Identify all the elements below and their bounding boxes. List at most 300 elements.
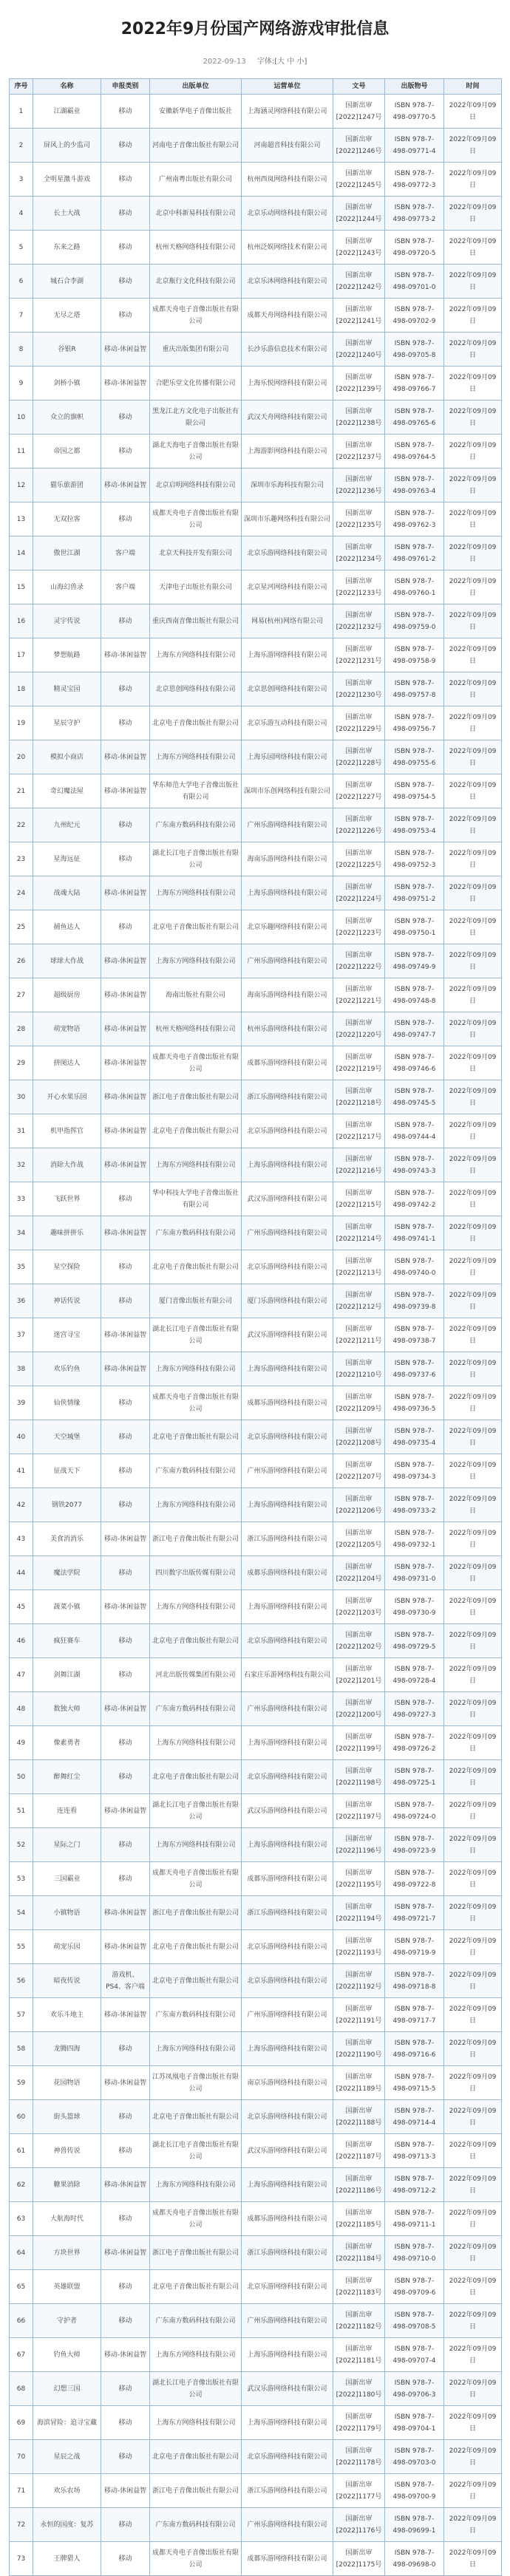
table-row	[10, 2338, 502, 2372]
isbn-cell: ISBN 978-7-498-09715-5	[385, 2066, 444, 2100]
operator-cell: 上海涵灵网络科技有限公司	[242, 95, 333, 129]
approval-date-cell: 2022年09月09日	[444, 910, 502, 944]
publisher-cell: 成都天舟电子音像出版社有限公司	[150, 502, 242, 536]
approval-date-cell: 2022年09月09日	[444, 1012, 502, 1046]
category-cell: 移动	[101, 2270, 150, 2304]
approval-date-cell: 2022年09月09日	[444, 978, 502, 1012]
header-cell: 运营单位	[242, 79, 333, 95]
table-row	[10, 2440, 502, 2474]
table-row	[10, 604, 502, 638]
approval-number-cell: 国新出审[2022]1213号	[333, 1250, 385, 1284]
game-name-cell: 海滨冒险：追寻宝藏	[33, 2406, 101, 2440]
publisher-cell: 湖北长江电子音像出版社有限公司	[150, 2372, 242, 2406]
category-cell: 移动-休闲益智	[101, 978, 150, 1012]
operator-cell: 上海乐游网络科技有限公司	[242, 876, 333, 910]
isbn-cell: ISBN 978-7-498-09749-9	[385, 944, 444, 978]
publisher-cell: 北京电子音像出版社有限公司	[150, 1930, 242, 1964]
isbn-cell: ISBN 978-7-498-09722-8	[385, 1862, 444, 1896]
publisher-cell: 湖北长江电子音像出版社有限公司	[150, 1318, 242, 1352]
approval-date-cell: 2022年09月09日	[444, 2168, 502, 2202]
publisher-cell: 上海东方网络科技有限公司	[150, 1828, 242, 1862]
approval-date-cell: 2022年09月09日	[444, 1624, 502, 1658]
approval-date-cell: 2022年09月09日	[444, 1318, 502, 1352]
approval-date-cell: 2022年09月09日	[444, 2202, 502, 2236]
row-index-cell: 40	[10, 1420, 33, 1454]
isbn-cell: ISBN 978-7-498-09726-2	[385, 1726, 444, 1760]
isbn-cell: ISBN 978-7-498-09752-3	[385, 842, 444, 876]
approval-date-cell: 2022年09月09日	[444, 367, 502, 401]
approval-date-cell: 2022年09月09日	[444, 401, 502, 435]
row-index-cell: 11	[10, 435, 33, 468]
publisher-cell: 杭州天格网络科技有限公司	[150, 1012, 242, 1046]
approval-number-cell: 国新出审[2022]1203号	[333, 1590, 385, 1624]
operator-cell: 海南乐游网络科技有限公司	[242, 842, 333, 876]
game-name-cell: 星辰守护	[33, 706, 101, 740]
publisher-cell: 四川数字出版传媒有限公司	[150, 1556, 242, 1590]
category-cell: 移动-休闲益智	[101, 740, 150, 774]
approval-number-cell: 国新出审[2022]1201号	[333, 1658, 385, 1692]
row-index-cell: 9	[10, 367, 33, 401]
operator-cell: 上海乐游网络科技有限公司	[242, 1352, 333, 1386]
approval-number-cell: 国新出审[2022]1194号	[333, 1896, 385, 1930]
category-cell: 移动	[101, 1624, 150, 1658]
isbn-cell: ISBN 978-7-498-09738-7	[385, 1318, 444, 1352]
approval-number-cell: 国新出审[2022]1223号	[333, 910, 385, 944]
category-cell: 移动-休闲益智	[101, 2168, 150, 2202]
operator-cell: 深圳市乐海科技有限公司	[242, 468, 333, 502]
approval-number-cell: 国新出审[2022]1189号	[333, 2066, 385, 2100]
approval-date-cell: 2022年09月09日	[444, 1726, 502, 1760]
game-name-cell: 蔬菜小镇	[33, 1590, 101, 1624]
row-index-cell: 59	[10, 2066, 33, 2100]
approval-number-cell: 国新出审[2022]1178号	[333, 2440, 385, 2474]
game-name-cell: 神话传说	[33, 1284, 101, 1318]
approval-number-cell: 国新出审[2022]1206号	[333, 1488, 385, 1522]
table-row	[10, 808, 502, 842]
category-cell: 移动	[101, 706, 150, 740]
approval-date-cell: 2022年09月09日	[444, 876, 502, 910]
publisher-cell: 北京电子音像出版社有限公司	[150, 1420, 242, 1454]
publisher-cell: 湖北长江电子音像出版社有限公司	[150, 1794, 242, 1828]
category-cell: 移动-休闲益智	[101, 638, 150, 672]
approval-date-cell: 2022年09月09日	[444, 1080, 502, 1114]
operator-cell: 武汉乐游网络科技有限公司	[242, 2134, 333, 2168]
operator-cell: 武汉乐游网络科技有限公司	[242, 2372, 333, 2406]
approval-number-cell: 国新出审[2022]1230号	[333, 672, 385, 706]
operator-cell: 北京乐游网络科技有限公司	[242, 1760, 333, 1794]
approval-date-cell: 2022年09月09日	[444, 1964, 502, 1998]
publisher-cell: 成都天舟电子音像出版社有限公司	[150, 2202, 242, 2236]
approval-date-cell: 2022年09月09日	[444, 2338, 502, 2372]
publisher-cell: 北京思创网络科技有限公司	[150, 672, 242, 706]
approval-number-cell: 国新出审[2022]1241号	[333, 299, 385, 333]
category-cell: 移动	[101, 163, 150, 197]
table-row	[10, 740, 502, 774]
approval-date-cell: 2022年09月09日	[444, 638, 502, 672]
operator-cell: 北京思创网络科技有限公司	[242, 672, 333, 706]
operator-cell: 成都天舟网络科技有限公司	[242, 299, 333, 333]
approval-number-cell: 国新出审[2022]1224号	[333, 876, 385, 910]
isbn-cell: ISBN 978-7-498-09719-9	[385, 1930, 444, 1964]
row-index-cell: 67	[10, 2338, 33, 2372]
table-row	[10, 231, 502, 265]
row-index-cell: 66	[10, 2304, 33, 2338]
game-name-cell: 拼图达人	[33, 1046, 101, 1080]
game-name-cell: 剑桥小镇	[33, 367, 101, 401]
approval-number-cell: 国新出审[2022]1233号	[333, 570, 385, 604]
approval-date-cell: 2022年09月09日	[444, 2406, 502, 2440]
operator-cell: 武汉乐游网络科技有限公司	[242, 1182, 333, 1216]
isbn-cell: ISBN 978-7-498-09718-8	[385, 1964, 444, 1998]
operator-cell: 北京乐游网络科技有限公司	[242, 2100, 333, 2134]
operator-cell: 武汉乐游网络科技有限公司	[242, 1318, 333, 1352]
row-index-cell: 32	[10, 1148, 33, 1182]
operator-cell: 海南乐游网络科技有限公司	[242, 978, 333, 1012]
category-cell: 移动	[101, 2100, 150, 2134]
game-name-cell: 萌宠乐园	[33, 1930, 101, 1964]
approval-number-cell: 国新出审[2022]1188号	[333, 2100, 385, 2134]
approval-number-cell: 国新出审[2022]1244号	[333, 197, 385, 231]
approval-number-cell: 国新出审[2022]1212号	[333, 1284, 385, 1318]
publisher-cell: 浙江电子音像出版社有限公司	[150, 2236, 242, 2270]
category-cell: 移动	[101, 1420, 150, 1454]
row-index-cell: 47	[10, 1658, 33, 1692]
isbn-cell: ISBN 978-7-498-09736-5	[385, 1386, 444, 1420]
row-index-cell: 1	[10, 95, 33, 129]
table-row	[10, 1454, 502, 1488]
isbn-cell: ISBN 978-7-498-09732-1	[385, 1522, 444, 1556]
game-name-cell: 像素勇者	[33, 1726, 101, 1760]
isbn-cell: ISBN 978-7-498-09708-5	[385, 2304, 444, 2338]
row-index-cell: 42	[10, 1488, 33, 1522]
publisher-cell: 湖北长江电子音像出版社有限公司	[150, 2134, 242, 2168]
table-row	[10, 1828, 502, 1862]
publisher-cell: 北京瓶行文化科技有限公司	[150, 265, 242, 299]
isbn-cell: ISBN 978-7-498-09755-6	[385, 740, 444, 774]
approval-date-cell: 2022年09月09日	[444, 1522, 502, 1556]
approval-number-cell: 国新出审[2022]1246号	[333, 129, 385, 163]
isbn-cell: ISBN 978-7-498-09770-5	[385, 95, 444, 129]
approval-date-cell: 2022年09月09日	[444, 2032, 502, 2066]
approval-date-cell: 2022年09月09日	[444, 2440, 502, 2474]
approval-date-cell: 2022年09月09日	[444, 129, 502, 163]
table-row	[10, 502, 502, 536]
category-cell: 移动-休闲益智	[101, 333, 150, 367]
table-row	[10, 2304, 502, 2338]
publisher-cell: 上海东方网络科技有限公司	[150, 2406, 242, 2440]
table-row	[10, 1726, 502, 1760]
operator-cell: 北京乐沐网络科技有限公司	[242, 265, 333, 299]
approval-date-cell: 2022年09月09日	[444, 1692, 502, 1726]
category-cell: 客户端	[101, 570, 150, 604]
isbn-cell: ISBN 978-7-498-09751-2	[385, 876, 444, 910]
category-cell: 移动	[101, 299, 150, 333]
operator-cell: 广州乐游网络科技有限公司	[242, 944, 333, 978]
game-name-cell: 九州纪元	[33, 808, 101, 842]
row-index-cell: 62	[10, 2168, 33, 2202]
category-cell: 移动	[101, 1658, 150, 1692]
approval-number-cell: 国新出审[2022]1182号	[333, 2304, 385, 2338]
row-index-cell: 58	[10, 2032, 33, 2066]
approval-date-cell: 2022年09月09日	[444, 1352, 502, 1386]
table-row	[10, 95, 502, 129]
publisher-cell: 浙江电子音像出版社有限公司	[150, 1522, 242, 1556]
table-row	[10, 706, 502, 740]
table-row	[10, 1794, 502, 1828]
approval-number-cell: 国新出审[2022]1239号	[333, 367, 385, 401]
table-row	[10, 333, 502, 367]
row-index-cell: 57	[10, 1998, 33, 2032]
operator-cell: 武汉乐游网络科技有限公司	[242, 1794, 333, 1828]
publisher-cell: 上海东方网络科技有限公司	[150, 876, 242, 910]
game-name-cell: 精灵宝园	[33, 672, 101, 706]
row-index-cell: 21	[10, 774, 33, 808]
row-index-cell: 3	[10, 163, 33, 197]
approval-date-cell: 2022年09月09日	[444, 706, 502, 740]
row-index-cell: 12	[10, 468, 33, 502]
operator-cell: 杭州泛娱网络技术有限公司	[242, 231, 333, 265]
row-index-cell: 24	[10, 876, 33, 910]
publisher-cell: 黑龙江北方文化电子出版社有限公司	[150, 401, 242, 435]
table-row	[10, 1692, 502, 1726]
category-cell: 移动-休闲益智	[101, 1114, 150, 1148]
game-name-cell: 花园物语	[33, 2066, 101, 2100]
game-name-cell: 谷银R	[33, 333, 101, 367]
approval-number-cell: 国新出审[2022]1176号	[333, 2508, 385, 2542]
operator-cell: 北京乐游网络科技有限公司	[242, 1250, 333, 1284]
approval-date-cell: 2022年09月09日	[444, 740, 502, 774]
approval-date-cell: 2022年09月09日	[444, 1454, 502, 1488]
table-row	[10, 1590, 502, 1624]
game-name-cell: 美食消消乐	[33, 1522, 101, 1556]
game-name-cell: 猫乐旅游团	[33, 468, 101, 502]
approval-number-cell: 国新出审[2022]1183号	[333, 2270, 385, 2304]
row-index-cell: 10	[10, 401, 33, 435]
approval-date-cell: 2022年09月09日	[444, 197, 502, 231]
game-name-cell: 萌宠物语	[33, 1012, 101, 1046]
table-row	[10, 1080, 502, 1114]
table-row	[10, 2236, 502, 2270]
table-row	[10, 197, 502, 231]
category-cell: 移动	[101, 231, 150, 265]
approval-number-cell: 国新出审[2022]1218号	[333, 1080, 385, 1114]
approval-date-cell: 2022年09月09日	[444, 1488, 502, 1522]
isbn-cell: ISBN 978-7-498-09741-1	[385, 1216, 444, 1250]
publisher-cell: 北京电子音像出版社有限公司	[150, 2270, 242, 2304]
approval-number-cell: 国新出审[2022]1215号	[333, 1182, 385, 1216]
approval-date-cell: 2022年09月09日	[444, 570, 502, 604]
game-name-cell: 星辰之战	[33, 2440, 101, 2474]
publisher-cell: 北京电子音像出版社有限公司	[150, 1760, 242, 1794]
table-row	[10, 299, 502, 333]
publisher-cell: 华中科技大学电子音像出版社有限公司	[150, 1182, 242, 1216]
publisher-cell: 上海东方网络科技有限公司	[150, 740, 242, 774]
game-name-cell: 机甲指挥官	[33, 1114, 101, 1148]
approval-number-cell: 国新出审[2022]1210号	[333, 1352, 385, 1386]
approval-date-cell: 2022年09月09日	[444, 774, 502, 808]
category-cell: 移动	[101, 1556, 150, 1590]
isbn-cell: ISBN 978-7-498-09700-9	[385, 2474, 444, 2508]
row-index-cell: 39	[10, 1386, 33, 1420]
publisher-cell: 上海东方网络科技有限公司	[150, 944, 242, 978]
table-row	[10, 774, 502, 808]
isbn-cell: ISBN 978-7-498-09714-4	[385, 2100, 444, 2134]
game-name-cell: 山海幻兽录	[33, 570, 101, 604]
category-cell: 移动-休闲益智	[101, 2474, 150, 2508]
approval-number-cell: 国新出审[2022]1238号	[333, 401, 385, 435]
approval-date-cell: 2022年09月09日	[444, 1386, 502, 1420]
approval-number-cell: 国新出审[2022]1198号	[333, 1760, 385, 1794]
approval-date-cell: 2022年09月09日	[444, 536, 502, 570]
category-cell: 移动	[101, 2134, 150, 2168]
approval-number-cell: 国新出审[2022]1222号	[333, 944, 385, 978]
isbn-cell: ISBN 978-7-498-09773-2	[385, 197, 444, 231]
isbn-cell: ISBN 978-7-498-09771-4	[385, 129, 444, 163]
row-index-cell: 6	[10, 265, 33, 299]
isbn-cell: ISBN 978-7-498-09709-6	[385, 2270, 444, 2304]
operator-cell: 上海乐游网络科技有限公司	[242, 2338, 333, 2372]
publisher-cell: 广东南方数码科技有限公司	[150, 1454, 242, 1488]
table-row	[10, 1250, 502, 1284]
isbn-cell: ISBN 978-7-498-09763-4	[385, 468, 444, 502]
category-cell: 移动	[101, 2032, 150, 2066]
category-cell: 移动	[101, 197, 150, 231]
publisher-cell: 北京电子音像出版社有限公司	[150, 1624, 242, 1658]
approval-number-cell: 国新出审[2022]1208号	[333, 1420, 385, 1454]
table-row	[10, 2406, 502, 2440]
isbn-cell: ISBN 978-7-498-09765-6	[385, 401, 444, 435]
publisher-cell: 广东南方数码科技有限公司	[150, 1692, 242, 1726]
approval-number-cell: 国新出审[2022]1234号	[333, 536, 385, 570]
table-row	[10, 1862, 502, 1896]
game-name-cell: 屏风上的少监司	[33, 129, 101, 163]
approval-date-cell: 2022年09月09日	[444, 1658, 502, 1692]
publisher-cell: 湖北天海电子音像出版社有限公司	[150, 435, 242, 468]
game-name-cell: 龙腾四海	[33, 2032, 101, 2066]
isbn-cell: ISBN 978-7-498-09724-0	[385, 1794, 444, 1828]
approval-number-cell: 国新出审[2022]1214号	[333, 1216, 385, 1250]
approval-number-cell: 国新出审[2022]1177号	[333, 2474, 385, 2508]
publisher-cell: 河北出版传媒集团有限公司	[150, 1658, 242, 1692]
game-name-cell: 暗夜传说	[33, 1964, 101, 1998]
category-cell: 移动-休闲益智	[101, 1352, 150, 1386]
approval-date-cell: 2022年09月09日	[444, 468, 502, 502]
table-row	[10, 1114, 502, 1148]
isbn-cell: ISBN 978-7-498-09702-9	[385, 299, 444, 333]
game-name-cell: 疯狂赛车	[33, 1624, 101, 1658]
table-row	[10, 2372, 502, 2406]
table-row	[10, 1930, 502, 1964]
operator-cell: 广州乐游网络科技有限公司	[242, 1692, 333, 1726]
publisher-cell: 江苏凤凰电子音像出版社有限公司	[150, 2066, 242, 2100]
operator-cell: 北京乐游网络科技有限公司	[242, 1964, 333, 1998]
table-row	[10, 1148, 502, 1182]
category-cell: 移动-休闲益智	[101, 1080, 150, 1114]
row-index-cell: 14	[10, 536, 33, 570]
publisher-cell: 重庆西南音像出版社有限公司	[150, 604, 242, 638]
game-name-cell: 战魂大陆	[33, 876, 101, 910]
category-cell: 移动-休闲益智	[101, 1998, 150, 2032]
operator-cell: 广州乐游网络科技有限公司	[242, 1216, 333, 1250]
approval-date-cell: 2022年09月09日	[444, 2134, 502, 2168]
isbn-cell: ISBN 978-7-498-09716-6	[385, 2032, 444, 2066]
game-name-cell: 梦想航路	[33, 638, 101, 672]
publisher-cell: 合肥乐堂文化传播有限公司	[150, 367, 242, 401]
isbn-cell: ISBN 978-7-498-09750-1	[385, 910, 444, 944]
publisher-cell: 广州南粤出版社有限公司	[150, 163, 242, 197]
operator-cell: 武汉天舟网络科技有限公司	[242, 401, 333, 435]
game-name-cell: 守护者	[33, 2304, 101, 2338]
table-row	[10, 1182, 502, 1216]
publisher-cell: 浙江电子音像出版社有限公司	[150, 1896, 242, 1930]
approval-date-cell: 2022年09月09日	[444, 1896, 502, 1930]
category-cell: 移动-休闲益智	[101, 1692, 150, 1726]
publisher-cell: 厦门音像出版社有限公司	[150, 1284, 242, 1318]
isbn-cell: ISBN 978-7-498-09699-1	[385, 2508, 444, 2542]
row-index-cell: 26	[10, 944, 33, 978]
table-row	[10, 129, 502, 163]
approval-date-cell: 2022年09月09日	[444, 2372, 502, 2406]
isbn-cell: ISBN 978-7-498-09731-0	[385, 1556, 444, 1590]
game-name-cell: 钢铁2077	[33, 1488, 101, 1522]
approval-number-cell: 国新出审[2022]1196号	[333, 1828, 385, 1862]
publisher-cell: 湖北长江电子音像出版社有限公司	[150, 842, 242, 876]
approval-date-cell: 2022年09月09日	[444, 265, 502, 299]
row-index-cell: 5	[10, 231, 33, 265]
approval-date-cell: 2022年09月09日	[444, 1862, 502, 1896]
game-name-cell: 模拟小商店	[33, 740, 101, 774]
category-cell: 移动-休闲益智	[101, 367, 150, 401]
game-name-cell: 欢乐斗地主	[33, 1998, 101, 2032]
approval-table	[9, 78, 502, 2576]
category-cell: 移动-休闲益智	[101, 468, 150, 502]
isbn-cell: ISBN 978-7-498-09772-3	[385, 163, 444, 197]
approval-number-cell: 国新出审[2022]1204号	[333, 1556, 385, 1590]
isbn-cell: ISBN 978-7-498-09753-4	[385, 808, 444, 842]
publisher-cell: 成都天舟电子音像出版社有限公司	[150, 1046, 242, 1080]
approval-number-cell: 国新出审[2022]1220号	[333, 1012, 385, 1046]
isbn-cell: ISBN 978-7-498-09761-2	[385, 536, 444, 570]
isbn-cell: ISBN 978-7-498-09747-7	[385, 1012, 444, 1046]
game-name-cell: 征战天下	[33, 1454, 101, 1488]
font-size-switcher[interactable]: 字体:[大 中 小]	[256, 58, 307, 66]
category-cell: 移动	[101, 1828, 150, 1862]
table-row	[10, 910, 502, 944]
table-row	[10, 1284, 502, 1318]
row-index-cell: 28	[10, 1012, 33, 1046]
table-row	[10, 2100, 502, 2134]
row-index-cell: 2	[10, 129, 33, 163]
approval-number-cell: 国新出审[2022]1231号	[333, 638, 385, 672]
isbn-cell: ISBN 978-7-498-09742-2	[385, 1182, 444, 1216]
row-index-cell: 41	[10, 1454, 33, 1488]
game-name-cell: 方块世界	[33, 2236, 101, 2270]
header-cell: 出版物号	[385, 79, 444, 95]
isbn-cell: ISBN 978-7-498-09710-0	[385, 2236, 444, 2270]
approval-number-cell: 国新出审[2022]1191号	[333, 1998, 385, 2032]
table-row	[10, 468, 502, 502]
publisher-cell: 成都天舟电子音像出版社有限公司	[150, 299, 242, 333]
game-name-cell: 欢乐钓鱼	[33, 1352, 101, 1386]
publisher-cell: 广东南方数码科技有限公司	[150, 1216, 242, 1250]
approval-number-cell: 国新出审[2022]1190号	[333, 2032, 385, 2066]
table-row	[10, 1998, 502, 2032]
isbn-cell: ISBN 978-7-498-09739-8	[385, 1284, 444, 1318]
operator-cell: 广州乐游网络科技有限公司	[242, 2508, 333, 2542]
category-cell: 移动-休闲益智	[101, 1012, 150, 1046]
row-index-cell: 48	[10, 1692, 33, 1726]
row-index-cell: 36	[10, 1284, 33, 1318]
